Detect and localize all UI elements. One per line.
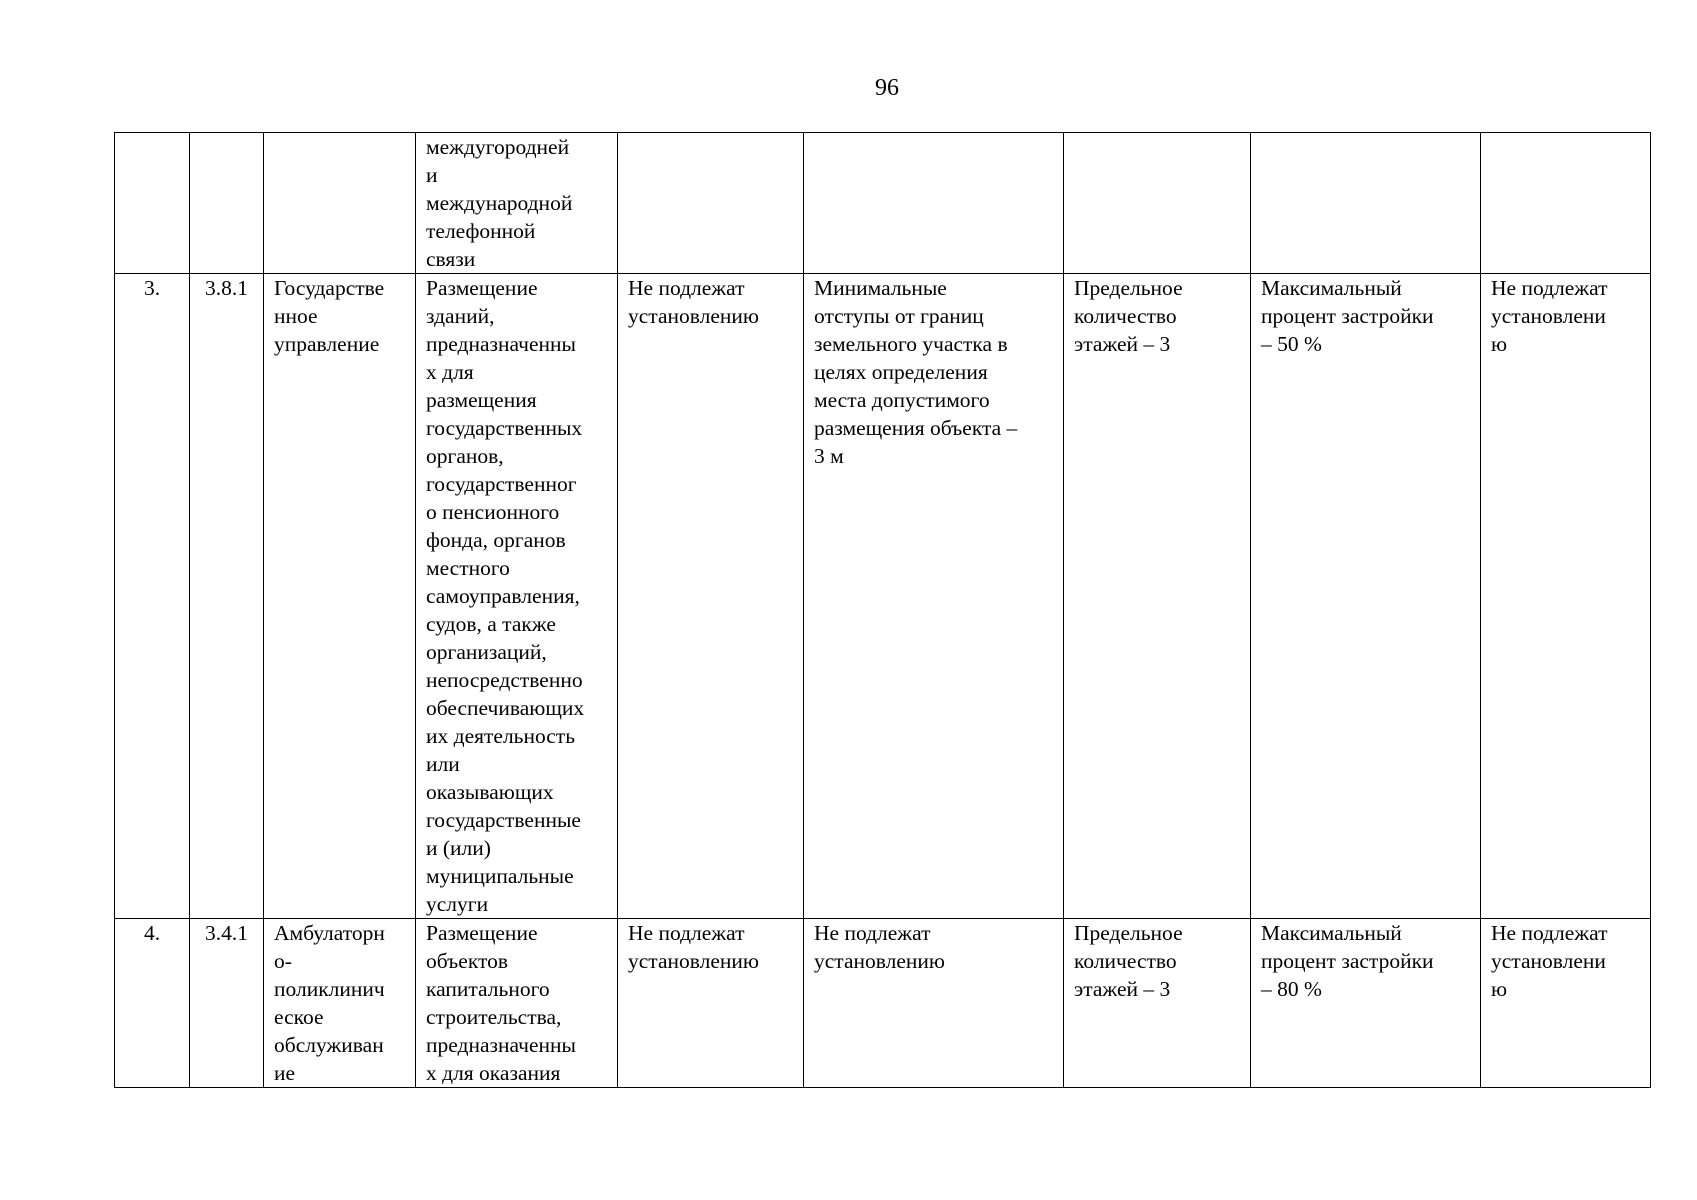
plot-size-cell: Не подлежат установлению (618, 919, 804, 1088)
code-cell: 3.4.1 (190, 919, 264, 1088)
coverage-cell: Максимальный процент застройки – 80 % (1251, 919, 1481, 1088)
name-cell: Государстве нное управление (264, 274, 416, 919)
coverage-cell: Максимальный процент застройки – 50 % (1251, 274, 1481, 919)
plot-size-cell (618, 133, 804, 274)
table-row (115, 274, 1651, 919)
code-cell (190, 133, 264, 274)
page-number: 96 (875, 75, 899, 101)
description-cell: Размещение зданий, предназначенны х для размещения государственных органов, государственног о пенсионного фонда, органов местного самоуправления, судов, а также организаций, непосредственно обеспечивающих их деятельность или оказывающих государственные и (или) муниципальные услуги (416, 274, 618, 919)
name-cell (264, 133, 416, 274)
other-params-cell: Не подлежат установлени ю (1481, 919, 1651, 1088)
setback-cell (804, 133, 1064, 274)
row-number-cell: 4. (115, 919, 190, 1088)
coverage-cell (1251, 133, 1481, 274)
zoning-regulations-table (114, 132, 1651, 1088)
other-params-cell (1481, 133, 1651, 274)
plot-size-cell: Не подлежат установлению (618, 274, 804, 919)
row-number-cell (115, 133, 190, 274)
row-number-cell: 3. (115, 274, 190, 919)
table-row (115, 919, 1651, 1088)
code-cell: 3.8.1 (190, 274, 264, 919)
setback-cell: Не подлежат установлению (804, 919, 1064, 1088)
floors-cell (1064, 133, 1251, 274)
floors-cell: Предельное количество этажей – 3 (1064, 919, 1251, 1088)
description-cell: междугородней и международной телефонной связи (416, 133, 618, 274)
setback-cell: Минимальные отступы от границ земельного участка в целях определения места допустимого размещения объекта – 3 м (804, 274, 1064, 919)
description-cell: Размещение объектов капитального строительства, предназначенны х для оказания (416, 919, 618, 1088)
floors-cell: Предельное количество этажей – 3 (1064, 274, 1251, 919)
name-cell: Амбулаторн о- поликлинич еское обслуживан ие (264, 919, 416, 1088)
table-row-continuation (115, 133, 1651, 274)
other-params-cell: Не подлежат установлени ю (1481, 274, 1651, 919)
